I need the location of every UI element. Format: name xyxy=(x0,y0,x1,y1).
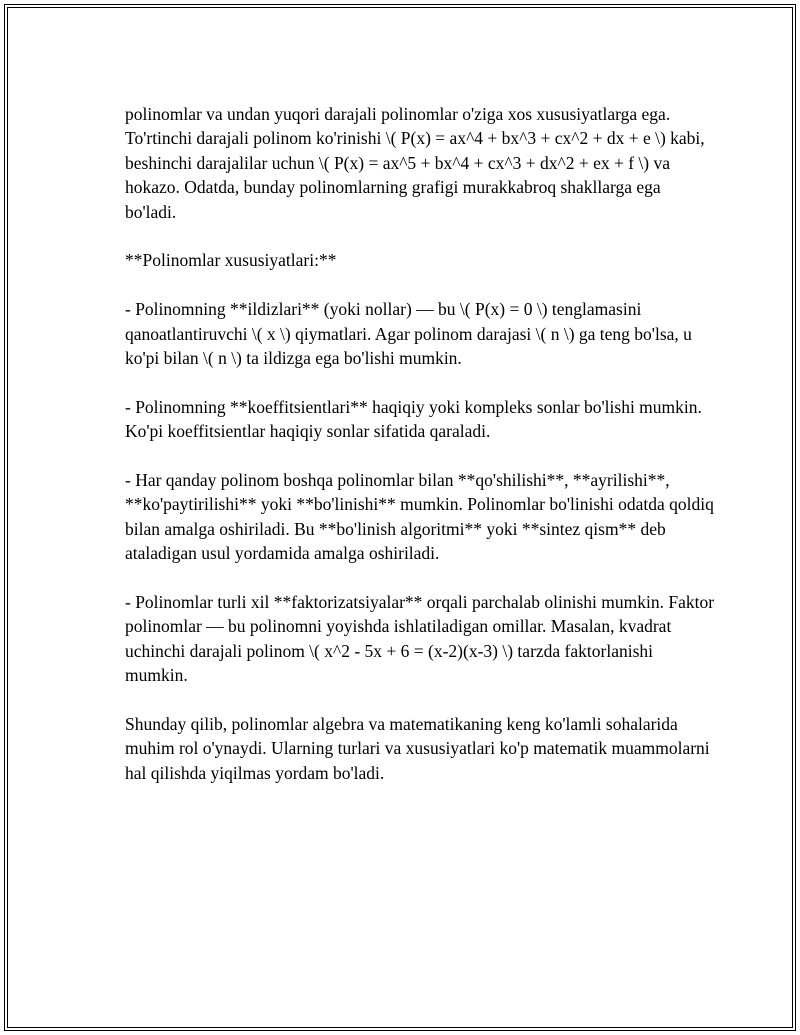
paragraph-factorization: - Polinomlar turli xil **faktorizatsiyalar** orqali parchalab olinishi mumkin. Faktor polinomlar — bu polinomni yoyishda ishlatiladigan omillar. Masalan, kvadrat uchinchi darajali polinom \( x^2 - 5x + 6 = (x-2)(x-3) \) tarzda faktorlanishi mumkin. xyxy=(125,592,715,686)
page-border xyxy=(4,4,796,1031)
paragraph-conclusion: Shunday qilib, polinomlar algebra va matematikaning keng ko'lamli sohalarida muhim rol o'ynaydi. Ularning turlari va xususiyatlari ko'p matematik muammolarni hal qilishda yiqilmas yordam bo'ladi. xyxy=(125,714,710,783)
paragraph-operations: - Har qanday polinom boshqa polinomlar bilan **qo'shilishi**, **ayrilishi**, **ko'paytirilishi** yoki **bo'linishi** mumkin. Polinomlar bo'linishi odatda qoldiq bilan amalga oshiriladi. Bu **bo'linish algoritmi** yoki **sintez qism** deb ataladigan usul yordamida amalga oshiriladi. xyxy=(125,470,714,564)
document-body xyxy=(125,102,715,810)
section-heading: **Polinomlar xususiyatlari:** xyxy=(125,250,337,271)
paragraph-roots: - Polinomning **ildizlari** (yoki nollar) — bu \( P(x) = 0 \) tenglamasini qanoatlantiruvchi \( x \) qiymatlari. Agar polinom darajasi \( n \) ga teng bo'lsa, u ko'pi bilan \( n \) ta ildizga ega bo'lishi mumkin. xyxy=(125,299,692,369)
paragraph-coefficients: - Polinomning **koeffitsientlari** haqiqiy yoki kompleks sonlar bo'lishi mumkin. Ko'pi koeffitsientlar haqiqiy sonlar sifatida qaraladi. xyxy=(125,396,702,442)
paragraph-intro: polinomlar va undan yuqori darajali polinomlar o'ziga xos xususiyatlarga ega. To'rtinchi darajali polinom ko'rinishi \( P(x) = ax^4 + bx^3 + cx^2 + dx + e \) kabi, beshinchi darajalilar uchun \( P(x) = ax^5 + bx^4 + cx^3 + dx^2 + ex + f \) va hokazo. Odatda, bunday polinomlarning grafigi murakkabroq shakllarga ega bo'ladi. xyxy=(125,104,705,222)
